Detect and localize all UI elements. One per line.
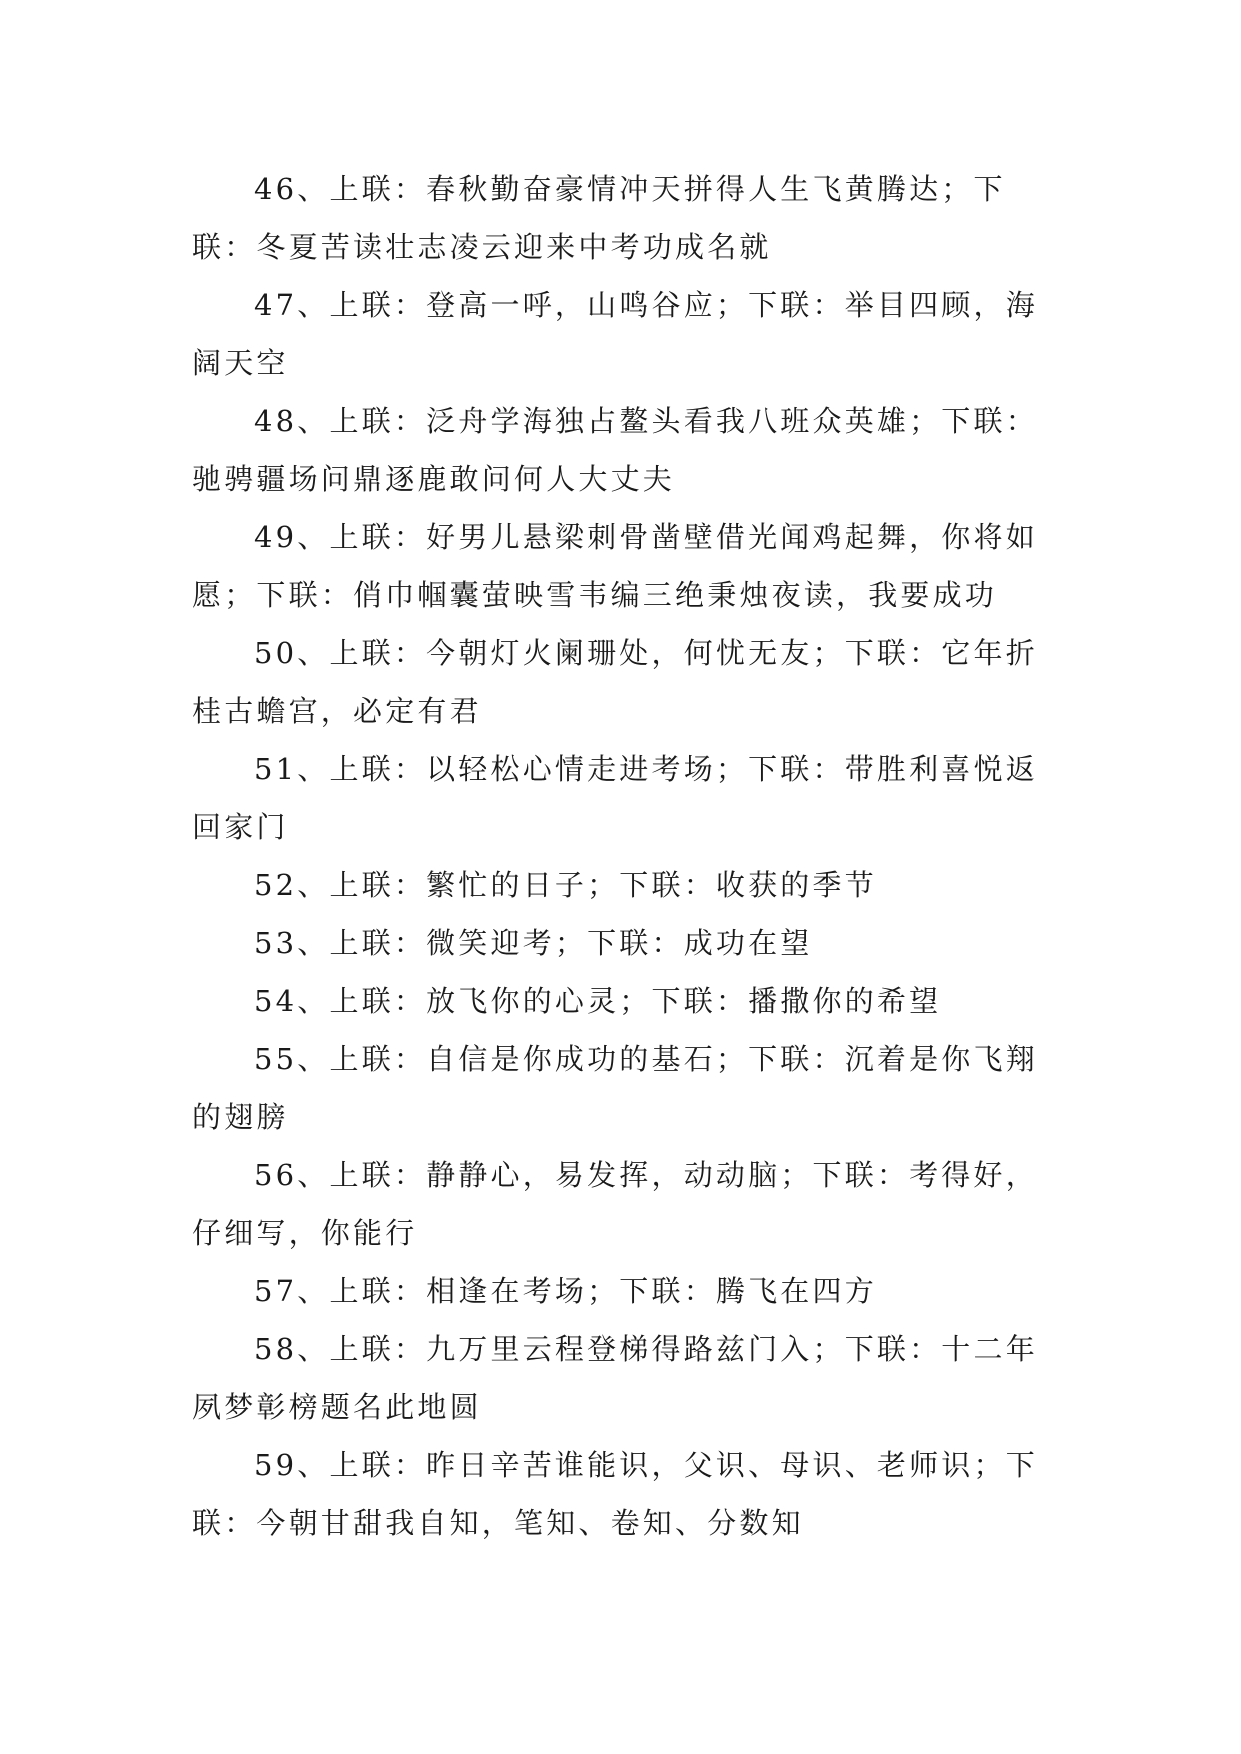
couplet-paragraph-57: 57、上联：相逢在考场；下联：腾飞在四方	[254, 1274, 877, 1308]
couplet-paragraph-58: 58、上联：九万里云程登梯得路兹门入；下联：十二年夙梦彰榜题名此地圆	[192, 1332, 1038, 1424]
couplet-paragraph-53: 53、上联：微笑迎考；下联：成功在望	[254, 926, 813, 960]
couplet-paragraph-56: 56、上联：静静心，易发挥，动动脑；下联：考得好，仔细写，你能行	[192, 1158, 1038, 1250]
couplet-paragraph-50: 50、上联：今朝灯火阑珊处，何忧无友；下联：它年折桂古蟾宫，必定有君	[192, 636, 1038, 728]
couplet-paragraph-59: 59、上联：昨日辛苦谁能识，父识、母识、老师识；下联：今朝甘甜我自知，笔知、卷知、分数知	[192, 1448, 1038, 1540]
couplet-paragraph-54: 54、上联：放飞你的心灵；下联：播撒你的希望	[254, 984, 942, 1018]
document-body	[192, 160, 1052, 1552]
couplet-paragraph-46: 46、上联：春秋勤奋豪情冲天拼得人生飞黄腾达；下联：冬夏苦读壮志凌云迎来中考功成名就	[192, 172, 1006, 264]
couplet-paragraph-55: 55、上联：自信是你成功的基石；下联：沉着是你飞翔的翅膀	[192, 1042, 1038, 1134]
couplet-paragraph-49: 49、上联：好男儿悬梁刺骨凿壁借光闻鸡起舞，你将如愿；下联：俏巾帼囊萤映雪韦编三绝秉烛夜读，我要成功	[192, 520, 1038, 612]
couplet-paragraph-47: 47、上联：登高一呼，山鸣谷应；下联：举目四顾，海阔天空	[192, 288, 1038, 380]
couplet-paragraph-51: 51、上联：以轻松心情走进考场；下联：带胜利喜悦返回家门	[192, 752, 1038, 844]
couplet-paragraph-48: 48、上联：泛舟学海独占鳌头看我八班众英雄；下联：驰骋疆场问鼎逐鹿敢问何人大丈夫	[192, 404, 1038, 496]
couplet-paragraph-52: 52、上联：繁忙的日子；下联：收获的季节	[254, 868, 877, 902]
